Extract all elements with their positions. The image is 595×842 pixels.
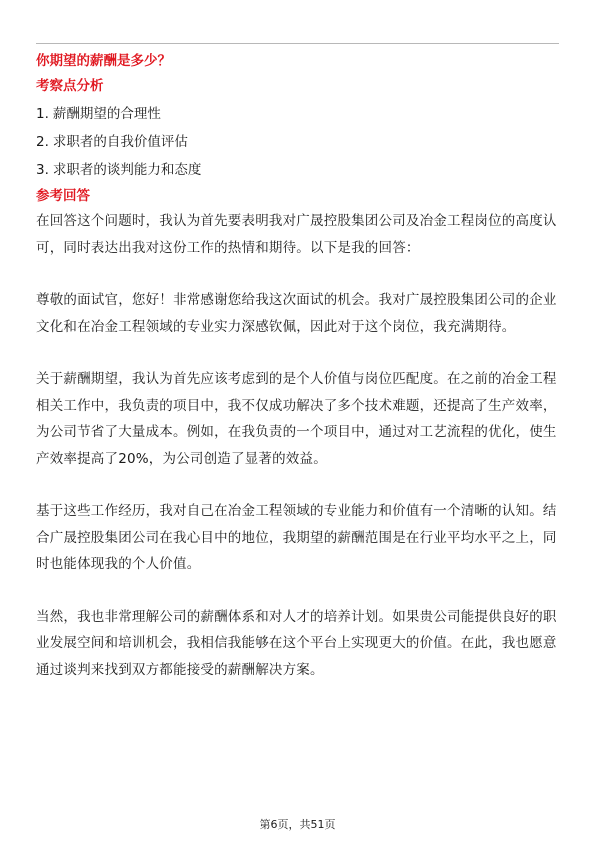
header-divider xyxy=(36,43,559,44)
answer-paragraph: 当然，我也非常理解公司的薪酬体系和对人才的培养计划。如果贵公司能提供良好的职业发展空间和培训机会，我相信我能够在这个平台上实现更大的价值。在此，我也愿意通过谈判来找到双方都能接受的薪酬解决方案。 xyxy=(36,608,557,678)
analysis-item-text: 薪酬期望的合理性 xyxy=(52,106,161,122)
answer-paragraph: 关于薪酬期望，我认为首先应该考虑到的是个人价值与岗位匹配度。在之前的冶金工程相关工作中，我负责的项目中，我不仅成功解决了多个技术难题，还提高了生产效率，为公司节省了大量成本。例如，在我负责的一个项目中，通过对工艺流程的优化，使生产效率提高了20%，为公司创造了显著的效益。 xyxy=(36,371,557,467)
page-number: 第6页，共51页 xyxy=(259,818,336,831)
analysis-list xyxy=(36,104,559,180)
analysis-item-text: 求职者的自我价值评估 xyxy=(52,134,188,150)
analysis-item xyxy=(36,132,559,152)
page-content xyxy=(36,50,559,683)
analysis-item xyxy=(36,104,559,124)
answer-paragraph: 尊敬的面试官，您好！非常感谢您给我这次面试的机会。我对广晟控股集团公司的企业文化和在冶金工程领域的专业实力深感钦佩，因此对于这个岗位，我充满期待。 xyxy=(36,292,557,335)
analysis-item xyxy=(36,160,559,180)
answer-paragraph: 在回答这个问题时，我认为首先要表明我对广晟控股集团公司及冶金工程岗位的高度认可，同时表达出我对这份工作的热情和期待。以下是我的回答： xyxy=(36,213,557,256)
analysis-item-number: 2. xyxy=(36,134,49,150)
analysis-item-number: 3. xyxy=(36,162,49,178)
question-title: 你期望的薪酬是多少？ xyxy=(36,53,171,69)
analysis-item-number: 1. xyxy=(36,106,49,122)
answer-heading: 参考回答 xyxy=(36,188,90,204)
analysis-heading: 考察点分析 xyxy=(36,78,104,94)
analysis-item-text: 求职者的谈判能力和态度 xyxy=(52,162,202,178)
answer-paragraph: 基于这些工作经历，我对自己在冶金工程领域的专业能力和价值有一个清晰的认知。结合广晟控股集团公司在我心目中的地位，我期望的薪酬范围是在行业平均水平之上，同时也能体现我的个人价值。 xyxy=(36,503,557,572)
